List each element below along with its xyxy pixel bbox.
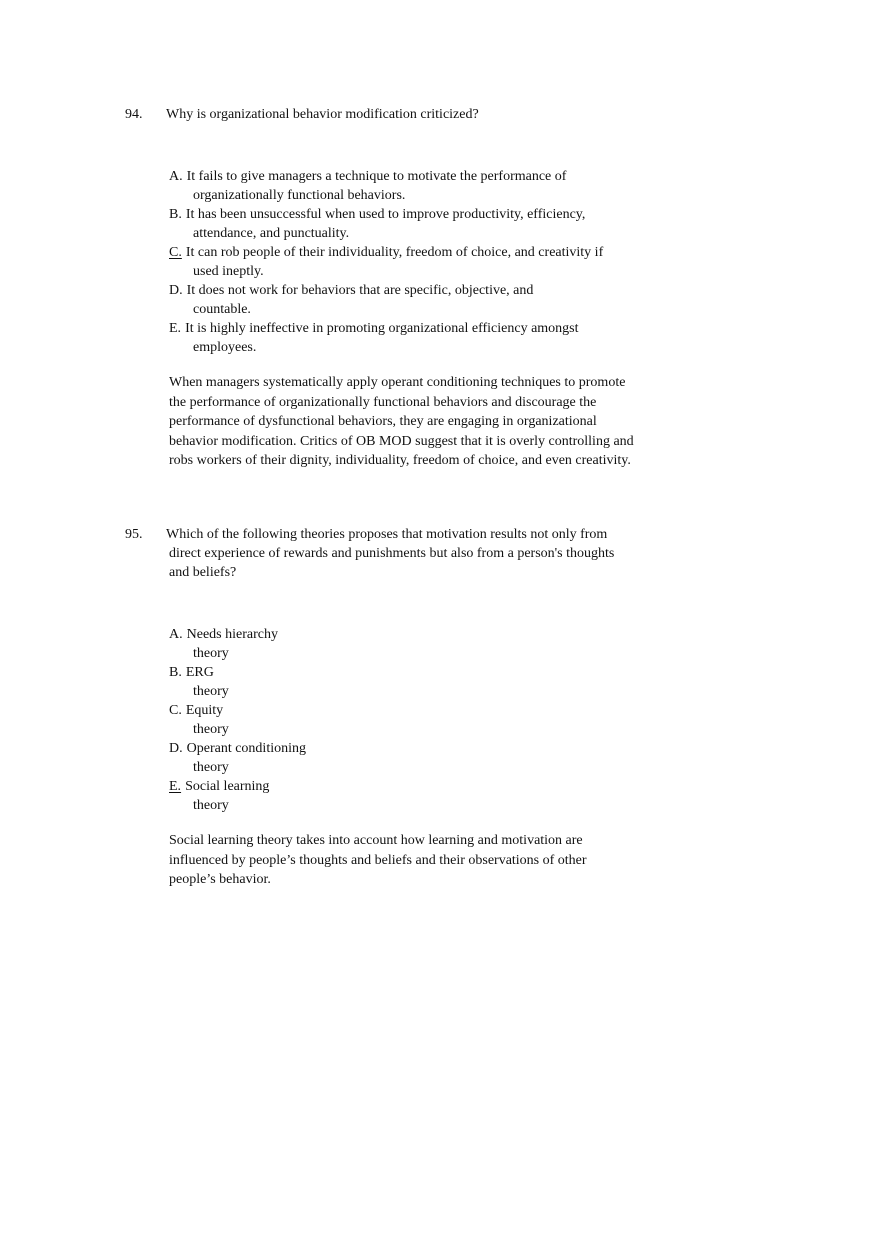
option-text-continued: theory — [193, 798, 229, 813]
answer-option-e[interactable] — [169, 777, 306, 815]
question-stem — [166, 105, 636, 124]
answer-option-a[interactable] — [169, 625, 306, 663]
question-stem-line: Which of the following theories proposes that motivation results not only from — [166, 527, 608, 542]
answer-option-d[interactable] — [169, 739, 306, 777]
answer-options — [169, 167, 603, 357]
explanation-line: Social learning theory takes into account how learning and motivation are — [169, 833, 583, 848]
option-letter-correct: E. — [169, 779, 182, 794]
option-text: ERG — [185, 665, 214, 680]
option-letter: D. — [169, 741, 183, 756]
explanation-line: people’s behavior. — [169, 872, 271, 888]
question-stem — [166, 525, 636, 582]
explanation-line: When managers systematically apply operant conditioning techniques to promote — [169, 375, 626, 390]
option-text-continued: theory — [193, 646, 229, 661]
option-text-continued: attendance, and punctuality. — [193, 226, 350, 241]
question-number: 94. — [125, 107, 143, 122]
option-text-continued: theory — [193, 722, 229, 737]
answer-option-c[interactable] — [169, 243, 603, 281]
option-letter: E. — [169, 321, 182, 336]
option-text: It does not work for behaviors that are specific, objective, and — [186, 283, 534, 298]
option-text: Equity — [185, 703, 224, 718]
question-stem-line: and beliefs? — [169, 565, 237, 580]
answer-option-b[interactable] — [169, 205, 603, 243]
option-text: It can rob people of their individuality, freedom of choice, and creativity if — [185, 245, 604, 260]
explanation-line: behavior modification. Critics of OB MOD suggest that it is overly controlling and — [169, 433, 634, 449]
option-letter-correct: C. — [169, 245, 182, 260]
option-letter: B. — [169, 207, 182, 222]
explanation-line: the performance of organizationally functional behaviors and discourage the — [169, 394, 597, 410]
explanation-line: robs workers of their dignity, individuality, freedom of choice, and even creativity. — [169, 453, 631, 469]
question-stem-line: Why is organizational behavior modification criticized? — [166, 107, 479, 122]
option-letter: A. — [169, 627, 183, 642]
option-text: It is highly ineffective in promoting organizational efficiency amongst — [185, 321, 579, 336]
answer-option-d[interactable] — [169, 281, 603, 319]
option-text-continued: employees. — [193, 340, 257, 355]
option-text: It has been unsuccessful when used to improve productivity, efficiency, — [185, 207, 586, 222]
answer-option-e[interactable] — [169, 319, 603, 357]
option-text: Social learning — [185, 779, 270, 794]
explanation-line: performance of dysfunctional behaviors, they are engaging in organizational — [169, 414, 597, 430]
explanation-line: influenced by people’s thoughts and beliefs and their observations of other — [169, 852, 587, 868]
answer-explanation — [169, 831, 587, 890]
option-letter: B. — [169, 665, 182, 680]
answer-option-b[interactable] — [169, 663, 306, 701]
answer-explanation — [169, 373, 634, 471]
option-text-continued: countable. — [193, 302, 251, 317]
option-letter: D. — [169, 283, 183, 298]
option-letter: C. — [169, 703, 182, 718]
question-number: 95. — [125, 527, 143, 542]
option-text-continued: theory — [193, 684, 229, 699]
option-text-continued: organizationally functional behaviors. — [193, 188, 406, 203]
option-letter: A. — [169, 169, 183, 184]
option-text: Operant conditioning — [186, 741, 306, 756]
question-stem-line: direct experience of rewards and punishments but also from a person's thoughts — [169, 546, 615, 561]
option-text-continued: used ineptly. — [193, 264, 264, 279]
answer-options — [169, 625, 306, 815]
option-text: Needs hierarchy — [186, 627, 278, 642]
answer-option-c[interactable] — [169, 701, 306, 739]
option-text-continued: theory — [193, 760, 229, 775]
answer-option-a[interactable] — [169, 167, 603, 205]
option-text: It fails to give managers a technique to motivate the performance of — [186, 169, 567, 184]
